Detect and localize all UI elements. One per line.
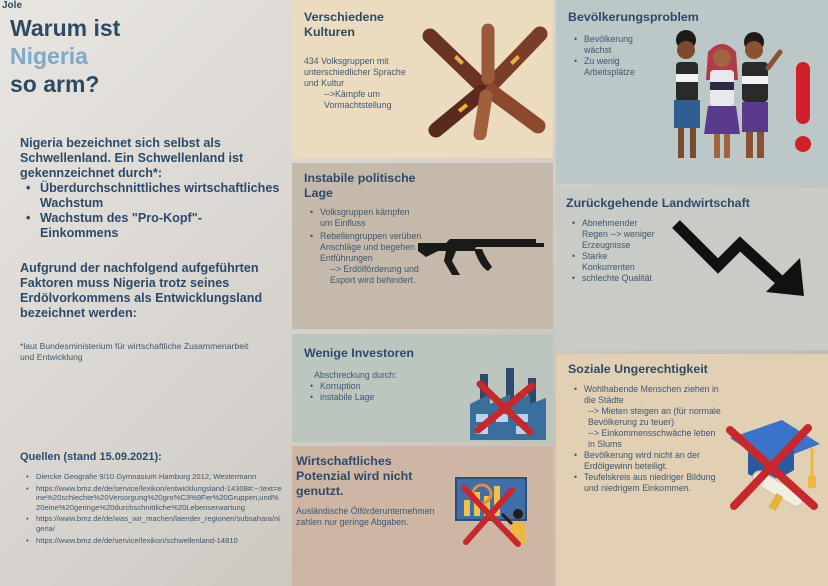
intro-conclusion: Aufgrund der nachfolgend aufgeführten Faktoren muss Nigeria trotz seines Erdölvorkommens als Entwicklungsland bezeichnet werden:	[20, 261, 263, 320]
title-line-3: so arm?	[10, 71, 100, 97]
title-line-2: Nigeria	[10, 43, 88, 69]
intro-bullet: • Wachstum des "Pro-Kopf"-Einkommens	[26, 211, 280, 241]
instabil-bullet: • Volksgruppen kämpfen um Einfluss	[310, 207, 422, 229]
landwirtschaft-bullet: • Abnehmender Regen --> weniger Erzeugnisse	[572, 218, 662, 251]
people-icon	[656, 22, 826, 172]
soziale-sub: --> Einkommensschwäche leben in Slums	[588, 428, 716, 449]
rifle-icon	[416, 237, 546, 277]
intro-section	[20, 136, 280, 321]
panel-text	[310, 370, 430, 403]
page-title	[10, 14, 120, 98]
soziale-bullet: • Teufelskreis aus niedriger Bildung und niedrigem Einkommen.	[574, 472, 722, 494]
graduation-crossed-icon	[720, 414, 824, 518]
panel-title: Soziale Ungerechtigkeit	[568, 362, 708, 376]
panel-bevoelkerung	[556, 0, 828, 184]
sources-title: Quellen (stand 15.09.2021):	[20, 451, 162, 463]
bevoelkerung-bullet: • Bevölkerung wächst	[574, 34, 654, 56]
kulturen-sub: -->Kämpfe um Vormachtstellung	[324, 89, 392, 110]
chart-crossed-icon	[452, 474, 544, 558]
footnote: *laut Bundesministerium für wirtschaftliche Zusammenarbeit und Entwicklung	[20, 341, 249, 362]
sources-list	[26, 472, 282, 547]
panel-title: Wenige Investoren	[304, 346, 414, 360]
panel-text	[574, 34, 654, 78]
arrow-down-icon	[670, 218, 808, 300]
panel-potenzial	[292, 446, 553, 586]
panel-soziale	[556, 354, 828, 586]
author-label: Jole	[2, 0, 23, 11]
intro-bullet: • Überdurchschnittliches wirtschaftliches Wachstum	[26, 181, 280, 211]
soziale-bullet: • Bevölkerung wird nicht an der Erdölgewinn beteiligt.	[574, 450, 722, 472]
soziale-bullet: • Wohlhabende Menschen ziehen in die Städte	[574, 384, 722, 406]
title-line-1: Warum ist	[10, 15, 121, 41]
kulturen-text: 434 Volksgruppen mit unterschiedlicher Sprache und Kultur	[304, 56, 406, 88]
investoren-bullet: • Korruption	[310, 381, 430, 392]
intro-bullets	[26, 181, 280, 241]
panel-kulturen	[292, 0, 553, 158]
soziale-sub: --> Mieten steigen an (für normale Bevölkerung zu teuer)	[588, 406, 721, 427]
instabil-sub: --> Erdölförderung und Export wird behindert.	[330, 264, 419, 285]
panel-text	[304, 56, 422, 111]
panel-title: Instabile politische Lage	[304, 171, 416, 200]
landwirtschaft-bullet: • Starke Konkurrenten	[572, 251, 662, 273]
panel-text	[572, 218, 662, 284]
panel-title: Bevölkerungsproblem	[568, 10, 699, 24]
panel-text	[574, 384, 722, 494]
source-item[interactable]: • https://www.bmz.de/de/service/lexikon/schwellenland-14810	[26, 536, 282, 546]
source-item[interactable]: • https://www.bmz.de/de/was_wir_machen/laender_regionen/subsahara/nigeria/	[26, 514, 282, 533]
investoren-lead: Abschreckung durch:	[314, 370, 397, 380]
panel-title: Verschiedene Kulturen	[304, 10, 384, 39]
factory-crossed-icon	[466, 364, 550, 442]
potenzial-text: Ausländische Ölförderunternehmen zahlen nur geringe Abgaben.	[296, 506, 435, 527]
investoren-bullet: • instabile Lage	[310, 392, 430, 403]
instabil-bullet: • Rebellengruppen verüben Anschläge und begehen Entführungen	[310, 231, 422, 264]
source-item: • Diercke Geografie 9/10 Gymnasium Hamburg 2012, Westermann	[26, 472, 282, 482]
panel-instabil	[292, 163, 553, 329]
intro-text: Nigeria bezeichnet sich selbst als Schwellenland. Ein Schwellenland ist gekennzeichnet durch*:	[20, 136, 244, 180]
panel-title: Wirtschaftliches Potenzial wird nicht genutzt.	[296, 454, 413, 498]
source-item[interactable]: • https://www.bmz.de/de/service/lexikon/entwicklungsland-14308#:~:text=eine%20schlechte%20Versorgung%20gro%C3%9Fer%20Gruppen,und%20eine%20geringe%20durchschnittliche%20Lebenserwartung	[26, 484, 282, 513]
panel-title: Zurückgehende Landwirtschaft	[566, 196, 750, 210]
landwirtschaft-bullet: • schlechte Qualität	[572, 273, 662, 284]
bevoelkerung-bullet: • Zu wenig Arbeitsplätze	[574, 56, 654, 78]
panel-landwirtschaft	[556, 188, 828, 350]
panel-investoren	[292, 334, 553, 442]
panel-text	[310, 207, 422, 286]
hands-icon	[422, 22, 552, 140]
